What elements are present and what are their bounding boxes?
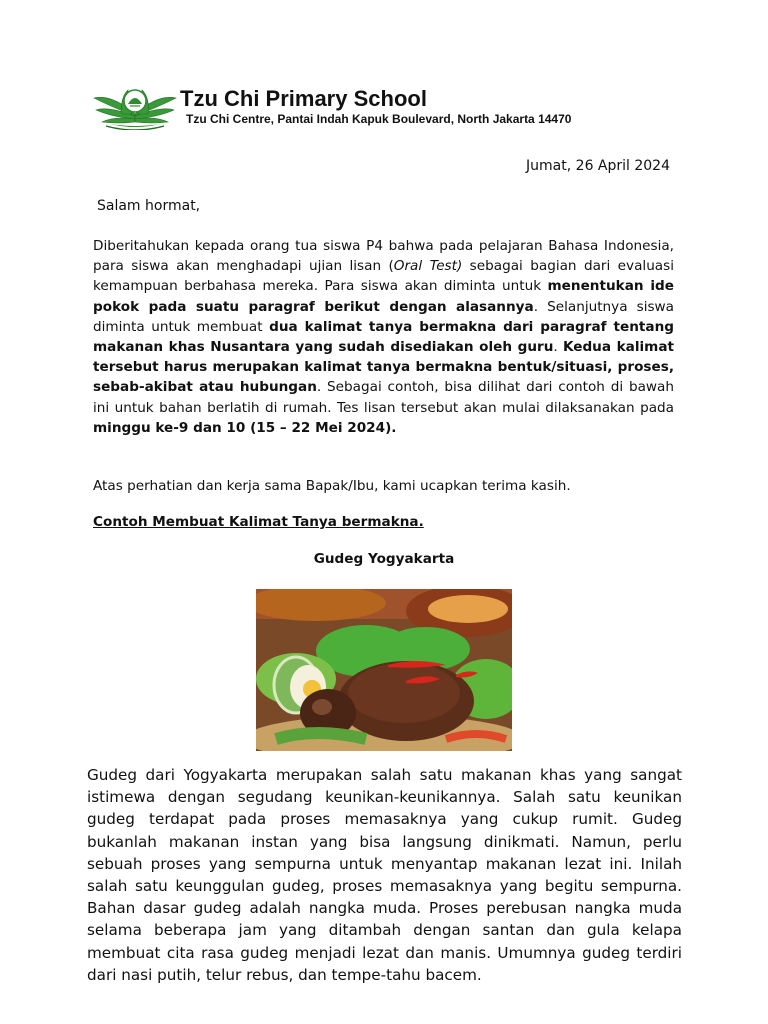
letter-body: [93, 236, 674, 438]
greeting: Salam hormat,: [97, 198, 201, 214]
example-title: Contoh Membuat Kalimat Tanya bermakna.: [93, 514, 424, 530]
letter-date: Jumat, 26 April 2024: [526, 158, 670, 174]
body-text: . Sebagai contoh, bisa dilihat dari contoh di bawah ini untuk bahan berlatih di rumah. Tes lisan tersebut akan mulai dilaksanakan pada: [93, 379, 674, 416]
body-italic-text: Oral Test): [393, 258, 463, 275]
body-bold-text: menentukan ide pokok pada suatu paragraf berikut dengan alasannya: [93, 278, 674, 315]
gudeg-illustration: [256, 589, 512, 751]
gudeg-paragraph: Gudeg dari Yogyakarta merupakan salah satu makanan khas yang sangat istimewa dengan segudang keunikan-keunikannya. Salah satu keunikan gudeg terdapat pada proses memasaknya yang cukup rumit. Gudeg bukanlah makanan instan yang bisa langsung dinikmati. Namun, perlu sebuah proses yang sempurna untuk menyantap makanan lezat ini. Inilah salah satu keunggulan gudeg, proses memasaknya yang begitu sempurna. Bahan dasar gudeg adalah nangka muda. Proses perebusan nangka muda selama beberapa jam yang ditambah dengan santan dan gula kelapa membuat cita rasa gudeg menjadi lezat dan manis. Umumnya gudeg terdiri dari nasi putih, telur rebus, dan tempe-tahu bacem.: [87, 766, 682, 984]
lotus-boat-logo-icon: [92, 84, 178, 130]
school-name: Tzu Chi Primary School: [180, 86, 427, 111]
closing-text: Atas perhatian dan kerja sama Bapak/Ibu, kami ucapkan terima kasih.: [93, 478, 571, 494]
food-title: Gudeg Yogyakarta: [313, 551, 455, 567]
body-text: . Selanjutnya siswa diminta untuk membuat: [93, 298, 674, 335]
gudeg-photo: [256, 589, 512, 751]
body-bold-text: dua kalimat tanya bermakna dari paragraf tentang makanan khas Nusantara yang sudah disediakan oleh guru: [93, 318, 674, 356]
body-text: Diberitahukan kepada orang tua siswa P4 bahwa pada pelajaran Bahasa Indonesia, para siswa akan menghadapi ujian lisan (: [93, 238, 674, 275]
letterhead: [92, 82, 712, 132]
body-text: .: [553, 339, 563, 356]
body-bold-text: minggu ke-9 dan 10 (15 – 22 Mei 2024).: [93, 419, 397, 436]
school-address: Tzu Chi Centre, Pantai Indah Kapuk Boulevard, North Jakarta 14470: [186, 112, 572, 126]
body-bold-text: Kedua kalimat tersebut harus merupakan kalimat tanya bermakna bentuk/situasi, proses, sebab-akibat atau hubungan: [93, 339, 674, 396]
body-text: sebagai bagian dari evaluasi kemampuan berbahasa mereka. Para siswa akan diminta untuk: [93, 258, 674, 295]
